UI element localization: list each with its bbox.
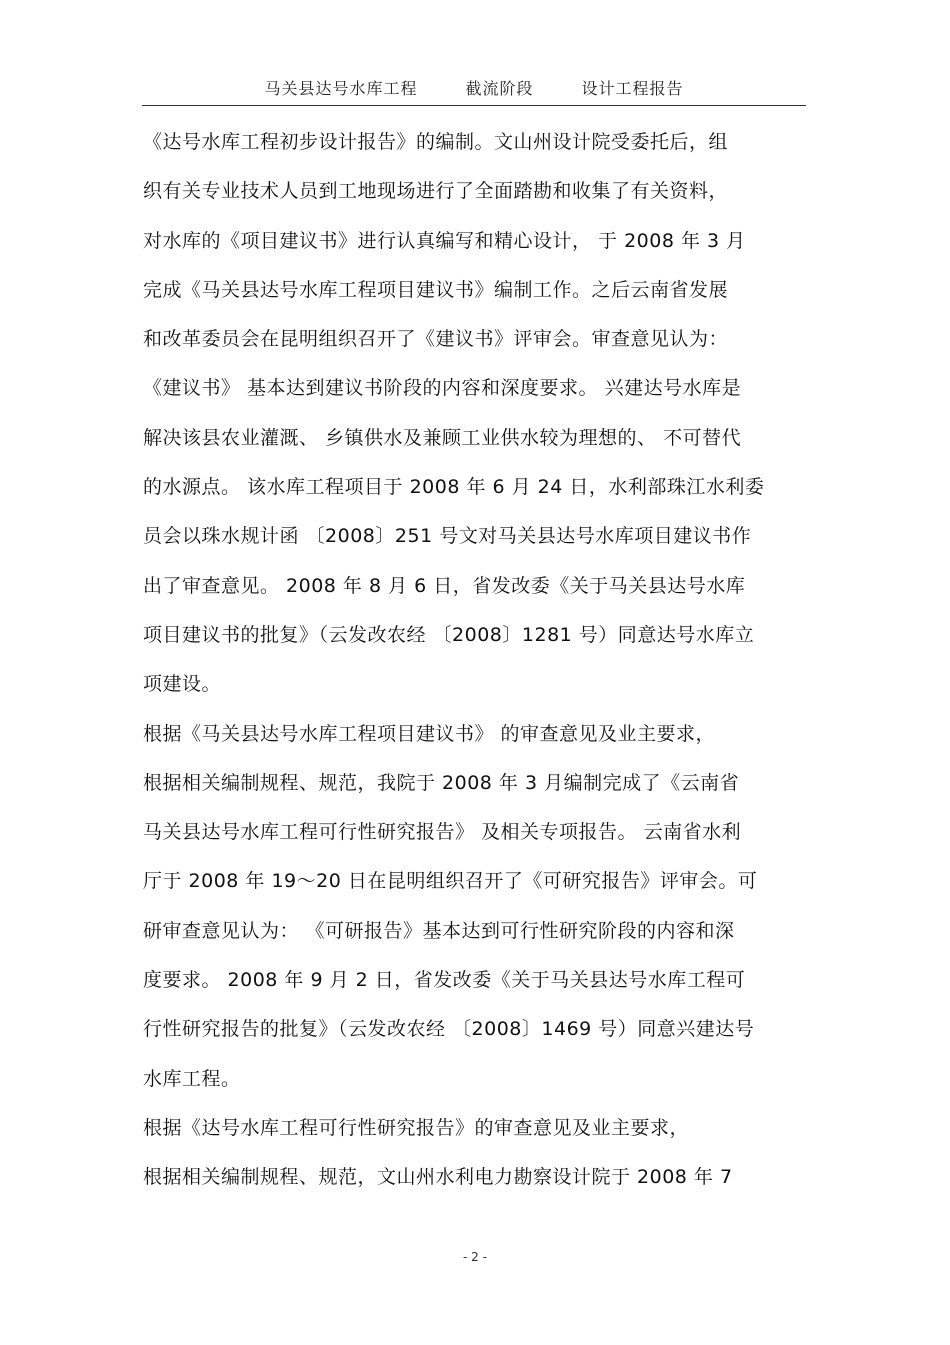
text-line: 行性研究报告的批复》（云发改农经 〔2008〕1469 号）同意兴建达号 (143, 1018, 755, 1041)
running-header (142, 76, 806, 99)
text-line: 对水库的《项目建议书》进行认真编写和精心设计， 于 2008 年 3 月 (143, 229, 746, 252)
text-line: 解决该县农业灌溉、 乡镇供水及兼顾工业供水较为理想的、 不可替代 (143, 426, 742, 449)
text-line: 根据相关编制规程、规范，文山州水利电力勘察设计院于 2008 年 7 (143, 1166, 733, 1189)
header-report: 设计工程报告 (581, 79, 684, 98)
text-line: 《建议书》 基本达到建议书阶段的内容和深度要求。 兴建达号水库是 (143, 377, 742, 400)
text-line: 根据《马关县达号水库工程项目建议书》 的审查意见及业主要求， (143, 722, 716, 745)
header-divider (142, 105, 806, 106)
page-number: - 2 - (463, 1250, 487, 1264)
text-line: 的水源点。 该水库工程项目于 2008 年 6 月 24 日，水利部珠江水利委 (143, 476, 765, 499)
text-line: 厅于 2008 年 19～20 日在昆明组织召开了《可研究报告》评审会。可 (143, 870, 758, 893)
text-line: 项目建议书的批复》（云发改农经 〔2008〕1281 号）同意达号水库立 (143, 623, 755, 646)
text-line: 《达号水库工程初步设计报告》的编制。文山州设计院受委托后，组 (143, 131, 729, 153)
text-line: 完成《马关县达号水库工程项目建议书》编制工作。之后云南省发展 (143, 278, 729, 301)
text-line: 马关县达号水库工程可行性研究报告》 及相关专项报告。 云南省水利 (143, 821, 742, 844)
text-line: 根据《达号水库工程可行性研究报告》的审查意见及业主要求， (143, 1116, 690, 1139)
text-line: 员会以珠水规计函 〔2008〕251 号文对马关县达号水库项目建议书作 (143, 525, 752, 548)
text-line: 水库工程。 (143, 1067, 241, 1090)
text-line: 研审查意见认为： 《可研报告》基本达到可行性研究阶段的内容和深 (143, 919, 735, 942)
text-line: 和改革委员会在昆明组织召开了《建议书》评审会。审查意见认为： (143, 328, 729, 351)
text-line: 根据相关编制规程、规范，我院于 2008 年 3 月编制完成了《云南省 (143, 771, 740, 794)
text-line: 项建设。 (143, 673, 222, 696)
text-line: 度要求。 2008 年 9 月 2 日，省发改委《关于马关县达号水库工程可 (143, 969, 746, 992)
header-stage: 截流阶段 (465, 79, 534, 98)
header-project: 马关县达号水库工程 (264, 79, 418, 98)
text-line: 出了审查意见。 2008 年 8 月 6 日，省发改委《关于马关县达号水库 (143, 574, 746, 597)
body-text (143, 124, 811, 1209)
text-line: 织有关专业技术人员到工地现场进行了全面踏勘和收集了有关资料， (143, 180, 729, 203)
